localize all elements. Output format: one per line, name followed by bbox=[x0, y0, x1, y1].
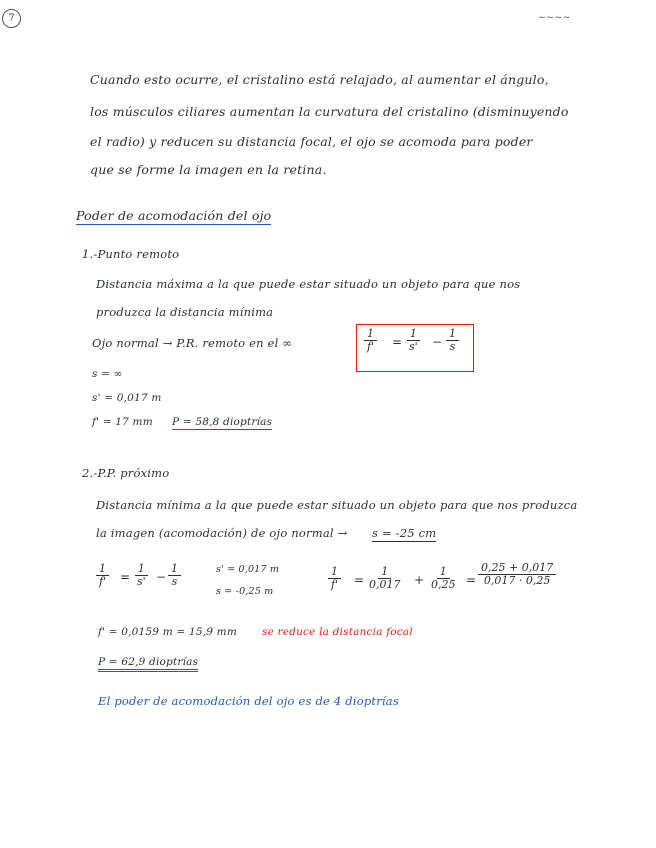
vals-1: s' = 0,017 m bbox=[216, 564, 280, 575]
eq-left-frac-1: $\frac{1}{s'}$ bbox=[134, 563, 149, 588]
page-label: ~~~~ bbox=[538, 12, 571, 23]
page-number-circle bbox=[2, 9, 21, 28]
punto-remoto-desc-2: produzca la distancia mínima bbox=[96, 305, 274, 319]
punto-proximo-desc-2: la imagen (acomodación) de ojo normal → bbox=[96, 526, 348, 540]
step-3: f' = 17 mm bbox=[92, 416, 153, 428]
eq-right-frac-1: $\frac{1}{0,017}$ bbox=[369, 565, 401, 591]
eq-right-frac-2: $\frac{1}{0,25}$ bbox=[431, 565, 456, 591]
eq-right-equals-2: = bbox=[466, 573, 477, 587]
proximo-result-1-note: se reduce la distancia focal bbox=[262, 626, 413, 638]
punto-remoto-heading: 1.-Punto remoto bbox=[82, 247, 180, 261]
intro-line-2: los músculos ciliares aumentan la curvatura del cristalino (disminuyendo bbox=[90, 104, 569, 119]
eq-right-lhs: $\frac{1}{f'}$ bbox=[328, 566, 341, 591]
eq-right-frac-3: $\frac{0,25 + 0,017}{0,017 \cdot 0,25}$ bbox=[478, 562, 556, 587]
formula-frac-2: $\frac{1}{s'}$ bbox=[406, 328, 421, 353]
eq-left-minus: − bbox=[156, 570, 167, 584]
proximo-result-2: P = 62,9 dioptrías bbox=[98, 656, 198, 672]
punto-proximo-desc-1: Distancia mínima a la que puede estar situado un objeto para que nos produzca bbox=[96, 498, 578, 512]
intro-line-4: que se forme la imagen en la retina. bbox=[90, 162, 327, 177]
formula-minus: − bbox=[432, 335, 443, 349]
eq-right-plus: + bbox=[414, 573, 425, 587]
vals-2: s = -0,25 m bbox=[216, 586, 274, 597]
eq-left-frac-2: $\frac{1}{s}$ bbox=[168, 563, 181, 588]
eq-left-equals: = bbox=[120, 570, 131, 584]
eq-right-equals: = bbox=[354, 573, 365, 587]
conclusion: El poder de acomodación del ojo es de 4 dioptrías bbox=[98, 694, 399, 708]
formula-equals: = bbox=[392, 335, 403, 349]
section-title: Poder de acomodación del ojo bbox=[76, 208, 272, 223]
remoto-result: P = 58,8 dioptrías bbox=[172, 416, 273, 428]
formula-frac-1: $\frac{1}{f'}$ bbox=[364, 328, 377, 353]
near-point-distance: s = -25 cm bbox=[372, 526, 437, 540]
page-number: 7 bbox=[8, 13, 15, 24]
punto-proximo-heading: 2.-P.P. próximo bbox=[82, 466, 170, 480]
step-2: s' = 0,017 m bbox=[92, 392, 162, 404]
punto-remoto-desc-1: Distancia máxima a la que puede estar situado un objeto para que nos bbox=[96, 277, 521, 291]
proximo-result-1: f' = 0,0159 m = 15,9 mm bbox=[98, 626, 237, 638]
eq-left-lhs: $\frac{1}{f'}$ bbox=[96, 563, 109, 588]
punto-remoto-desc-3: Ojo normal → P.R. remoto en el ∞ bbox=[92, 336, 293, 350]
intro-line-1: Cuando esto ocurre, el cristalino está relajado, al aumentar el ángulo, bbox=[90, 72, 549, 87]
intro-line-3: el radio) y reducen su distancia focal, el ojo se acomoda para poder bbox=[90, 134, 533, 149]
step-1: s = ∞ bbox=[92, 368, 123, 380]
formula-frac-3: $\frac{1}{s}$ bbox=[446, 328, 459, 353]
